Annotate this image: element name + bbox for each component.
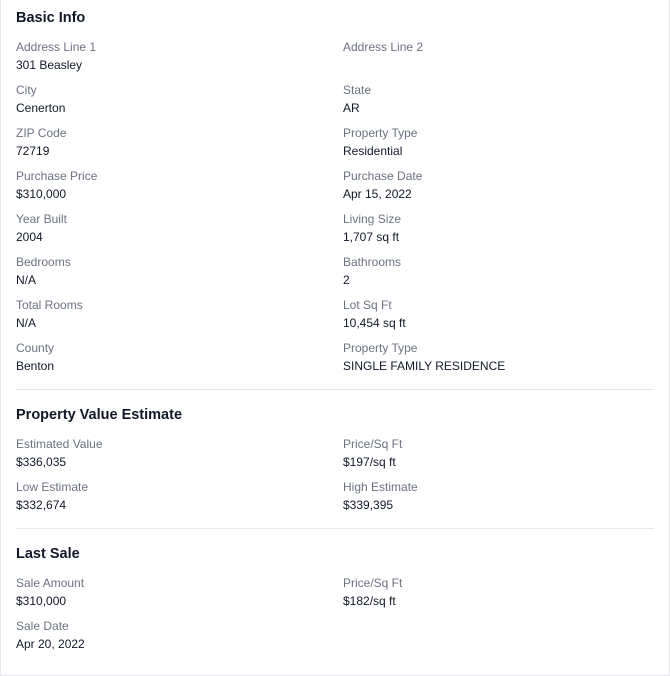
purchase-date-label: Purchase Date [343,169,423,183]
property-type-detail-label: Property Type [343,341,418,355]
estimate-price-per-sq-ft-label: Price/Sq Ft [343,437,403,451]
lot-sq-ft-label: Lot Sq Ft [343,298,392,312]
property-value-estimate-grid [16,437,654,514]
estimate-price-per-sq-ft-field [343,437,654,471]
property-type-field [343,126,654,160]
state-label: State [343,83,372,97]
last-sale-grid [16,576,654,653]
address-line-2-value [343,57,654,74]
high-estimate-label: High Estimate [343,480,418,494]
sale-price-per-sq-ft-field [343,576,654,610]
property-type-detail-value: SINGLE FAMILY RESIDENCE [343,359,506,373]
bedrooms-value: N/A [16,273,37,287]
sale-date-value: Apr 20, 2022 [16,637,85,651]
year-built-field [16,212,343,246]
address-line-1-label: Address Line 1 [16,40,97,54]
state-field [343,83,654,117]
year-built-value: 2004 [16,230,43,244]
purchase-date-field [343,169,654,203]
living-size-value: 1,707 sq ft [343,230,400,244]
bedrooms-field [16,255,343,289]
property-type-detail-field [343,341,654,375]
last-sale-title: Last Sale [16,546,80,562]
estimated-value-label: Estimated Value [16,437,103,451]
zip-code-value: 72719 [16,144,50,158]
bathrooms-label: Bathrooms [343,255,402,269]
address-line-2-label: Address Line 2 [343,40,424,54]
address-line-2-field [343,40,654,74]
county-field [16,341,343,375]
living-size-label: Living Size [343,212,402,226]
county-value: Benton [16,359,55,373]
property-type-value: Residential [343,144,403,158]
basic-info-section [16,0,654,375]
estimated-value-value: $336,035 [16,455,67,469]
bathrooms-value: 2 [343,273,350,287]
zip-code-label: ZIP Code [16,126,67,140]
living-size-field [343,212,654,246]
sale-date-label: Sale Date [16,619,69,633]
bathrooms-field [343,255,654,289]
city-field [16,83,343,117]
city-value: Cenerton [16,101,66,115]
property-value-estimate-section [16,389,654,514]
estimated-value-field [16,437,343,471]
last-sale-section [16,528,654,653]
basic-info-title: Basic Info [16,10,86,26]
high-estimate-value: $339,395 [343,498,394,512]
sale-amount-label: Sale Amount [16,576,85,590]
estimate-price-per-sq-ft-value: $197/sq ft [343,455,396,469]
year-built-label: Year Built [16,212,67,226]
property-type-label: Property Type [343,126,418,140]
purchase-price-field [16,169,343,203]
sale-date-field [16,619,343,653]
address-line-1-field [16,40,343,74]
total-rooms-value: N/A [16,316,37,330]
sale-price-per-sq-ft-value: $182/sq ft [343,594,396,608]
total-rooms-field [16,298,343,332]
purchase-date-value: Apr 15, 2022 [343,187,412,201]
purchase-price-label: Purchase Price [16,169,98,183]
sale-amount-value: $310,000 [16,594,67,608]
sale-amount-field [16,576,343,610]
bedrooms-label: Bedrooms [16,255,71,269]
city-label: City [16,83,37,97]
high-estimate-field [343,480,654,514]
sale-price-per-sq-ft-label: Price/Sq Ft [343,576,403,590]
state-value: AR [343,101,360,115]
address-line-1-value: 301 Beasley [16,58,83,72]
lot-sq-ft-field [343,298,654,332]
purchase-price-value: $310,000 [16,187,67,201]
county-label: County [16,341,55,355]
property-value-estimate-title: Property Value Estimate [16,407,183,423]
zip-code-field [16,126,343,160]
lot-sq-ft-value: 10,454 sq ft [343,316,406,330]
low-estimate-field [16,480,343,514]
basic-info-grid [16,40,654,375]
total-rooms-label: Total Rooms [16,298,83,312]
low-estimate-value: $332,674 [16,498,67,512]
low-estimate-label: Low Estimate [16,480,89,494]
